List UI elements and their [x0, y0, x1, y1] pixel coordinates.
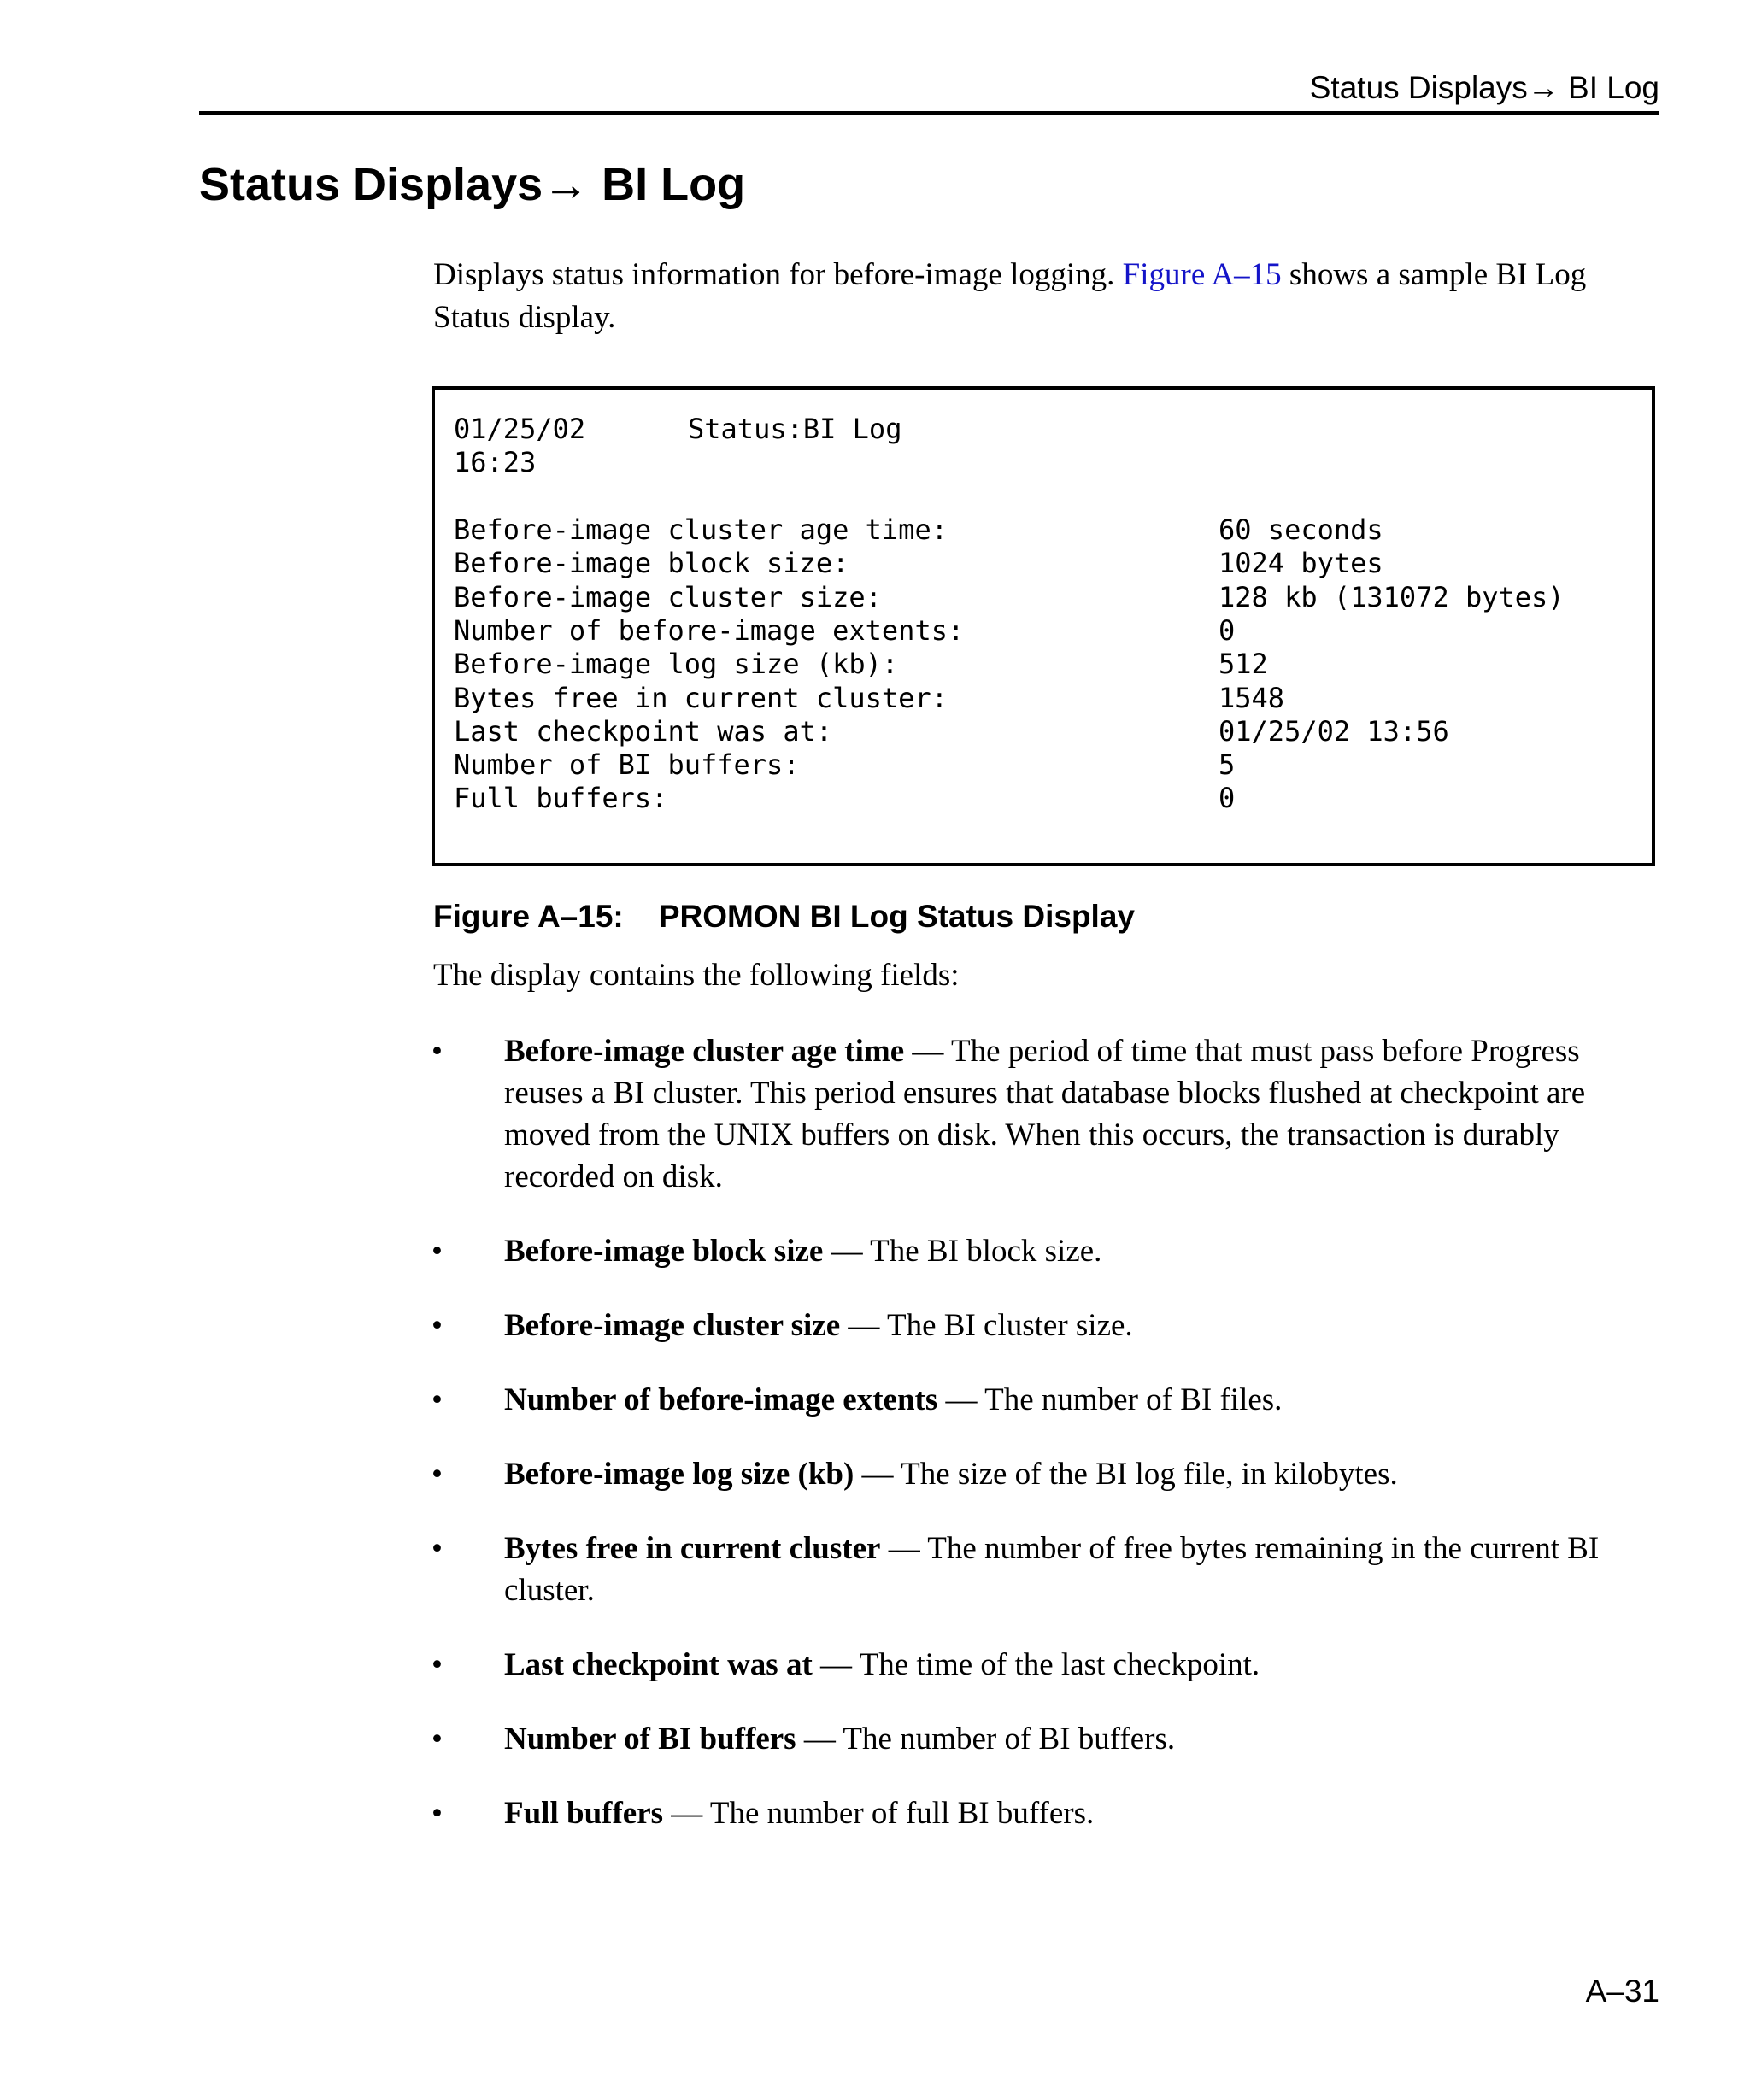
field-list [432, 1030, 1645, 1867]
display-row-label: Last checkpoint was at: [454, 714, 833, 748]
field-term: Number of BI buffers [504, 1722, 796, 1757]
field-description: — The number of full BI buffers. [663, 1796, 1095, 1831]
field-description: — The number of free bytes remaining in the current BI cluster. [504, 1531, 1600, 1608]
field-list-item [432, 1305, 1645, 1346]
display-row [454, 546, 1633, 580]
bullet-icon: • [432, 1531, 443, 1566]
display-row-label: Before-image log size (kb): [454, 648, 899, 681]
display-row-label: Before-image cluster size: [454, 580, 882, 613]
intro-text-end: shows a sample BI Log Status display. [433, 257, 1587, 335]
field-description: — The time of the last checkpoint. [812, 1647, 1260, 1682]
display-row [454, 513, 1633, 547]
bullet-icon: • [432, 1034, 443, 1069]
display-row-label: Before-image block size: [454, 547, 849, 580]
display-row [454, 748, 1633, 782]
figure-caption [433, 895, 1135, 938]
display-row-value: 01/25/02 13:56 [1219, 714, 1449, 748]
display-row-value: 5 [1219, 748, 1236, 782]
bullet-icon: • [432, 1382, 443, 1417]
display-row [454, 781, 1633, 815]
figure-link[interactable]: Figure A–15 [1122, 257, 1282, 292]
display-row-label: Before-image cluster age time: [454, 513, 948, 546]
bullet-icon: • [432, 1308, 443, 1343]
display-row [454, 714, 1633, 748]
display-row [454, 580, 1633, 614]
field-list-item [432, 1030, 1645, 1198]
field-description: — The number of BI files. [937, 1382, 1283, 1417]
bullet-icon: • [432, 1457, 443, 1492]
field-description: — The BI cluster size. [840, 1308, 1133, 1343]
bullet-icon: • [432, 1722, 443, 1757]
page-number: A–31 [1585, 1974, 1659, 2009]
display-row-value: 1548 [1219, 681, 1285, 714]
field-description: — The period of time that must pass before Progress reuses a BI cluster. This period ensures that database blocks flushed at checkpoint are moved from the UNIX buffers on disk. When this occurs, the transaction is durably recorded on disk. [504, 1034, 1586, 1194]
fields-intro: The display contains the following fields: [433, 958, 960, 993]
display-row-value: 60 seconds [1219, 513, 1383, 546]
field-description: — The BI block size. [823, 1234, 1102, 1269]
field-list-item [432, 1792, 1645, 1834]
field-list-item [432, 1718, 1645, 1760]
field-term: Number of before-image extents [504, 1382, 938, 1417]
display-row-label: Full buffers: [454, 782, 668, 815]
intro-text: Displays status information for before-image logging. [433, 257, 1123, 292]
bullet-icon: • [432, 1647, 443, 1682]
display-row-value: 1024 bytes [1219, 547, 1383, 580]
display-date: 01/25/02 [454, 413, 586, 445]
bullet-icon: • [432, 1234, 443, 1269]
field-description: — The number of BI buffers. [796, 1722, 1176, 1757]
field-list-item [432, 1644, 1645, 1686]
display-row [454, 613, 1633, 648]
display-row-label: Number of before-image extents: [454, 613, 965, 647]
field-list-item [432, 1379, 1645, 1421]
field-term: Before-image cluster age time [504, 1034, 905, 1069]
display-row-label: Bytes free in current cluster: [454, 681, 948, 714]
field-list-item [432, 1230, 1645, 1272]
display-row-value: 0 [1219, 613, 1236, 647]
field-term: Last checkpoint was at [504, 1647, 813, 1682]
display-row-value: 0 [1219, 782, 1236, 815]
header-rule [199, 111, 1659, 115]
display-time: 16:23 [454, 446, 537, 478]
status-display-figure [432, 386, 1655, 866]
field-list-item [432, 1453, 1645, 1495]
running-header: Status Displays→ BI Log [1309, 70, 1659, 105]
bullet-icon: • [432, 1796, 443, 1831]
figure-caption-number: Figure A–15: [433, 899, 624, 934]
display-row-value: 128 kb (131072 bytes) [1219, 580, 1565, 613]
field-list-item [432, 1528, 1645, 1611]
field-term: Before-image block size [504, 1234, 824, 1269]
display-row-value: 512 [1219, 648, 1268, 681]
display-screen-title: Status:BI Log [688, 413, 902, 445]
figure-caption-title: PROMON BI Log Status Display [658, 899, 1135, 934]
page-title: Status Displays→ BI Log [199, 159, 746, 210]
field-term: Bytes free in current cluster [504, 1531, 881, 1566]
field-description: — The size of the BI log file, in kilobytes. [854, 1457, 1398, 1492]
intro-paragraph [433, 254, 1647, 339]
display-row-label: Number of BI buffers: [454, 748, 800, 782]
display-row [454, 647, 1633, 681]
field-term: Full buffers [504, 1796, 664, 1831]
display-row [454, 681, 1633, 715]
field-term: Before-image cluster size [504, 1308, 841, 1343]
field-term: Before-image log size (kb) [504, 1457, 854, 1492]
